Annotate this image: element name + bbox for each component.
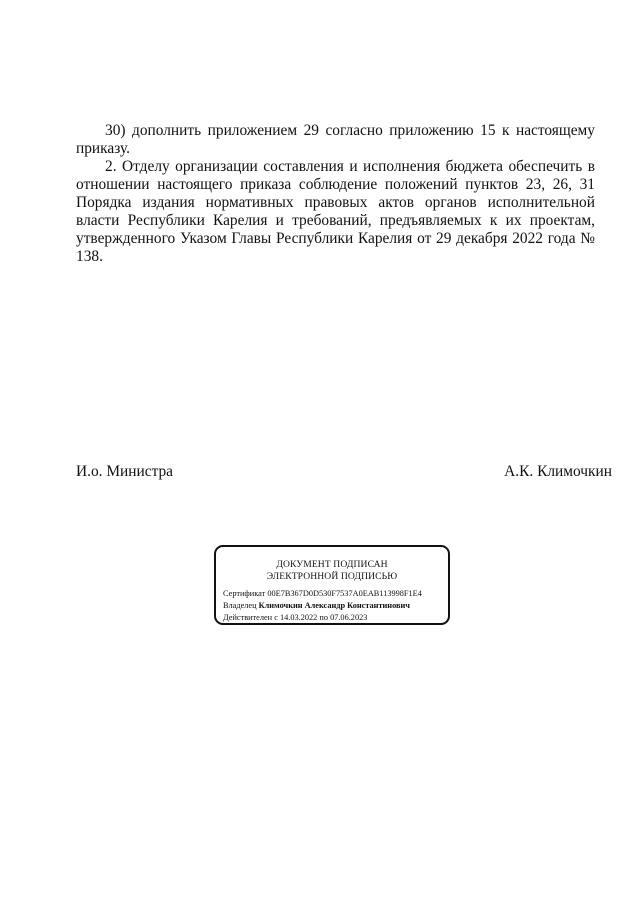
stamp-owner-value: Климочкин Александр Константинович (258, 601, 410, 610)
stamp-owner-line (223, 601, 410, 611)
paragraph-item-30: 30) дополнить приложением 29 согласно приложению 15 к настоящему приказу. (76, 122, 595, 157)
stamp-valid-from: 14.03.2022 (279, 613, 318, 622)
stamp-certificate-value: 00E7B367D0D530F7537A0EAB113998F1E4 (267, 589, 422, 598)
stamp-validity-line (223, 613, 367, 623)
document-body (76, 122, 595, 266)
stamp-valid-to: 07.06.2023 (330, 613, 368, 622)
paragraph-point-2: 2. Отделу организации составления и исполнения бюджета обеспечить в отношении настоящего приказа соблюдение положений пунктов 23, 26, 31 Порядка издания нормативных правовых актов органов исполнительной власти Республики Карелия и требований, предъявляемых к их проектам, утвержденного Указом Главы Республики Карелия от 29 декабря 2022 года № 138. (76, 158, 595, 265)
stamp-valid-to-label: по (319, 613, 328, 622)
stamp-owner-label: Владелец (223, 601, 257, 610)
signer-position: И.о. Министра (76, 463, 174, 480)
stamp-header-line-2: ЭЛЕКТРОННОЙ ПОДПИСЬЮ (266, 571, 398, 582)
signer-name: А.К. Климочкин (504, 463, 612, 480)
stamp-certificate-label: Сертификат (223, 589, 266, 598)
stamp-header-line-1: ДОКУМЕНТ ПОДПИСАН (276, 559, 388, 570)
stamp-header (216, 559, 448, 583)
stamp-valid-label: Действителен (223, 613, 273, 622)
stamp-valid-from-label: с (274, 613, 278, 622)
electronic-signature-stamp (214, 545, 450, 625)
stamp-certificate-line (223, 589, 422, 599)
